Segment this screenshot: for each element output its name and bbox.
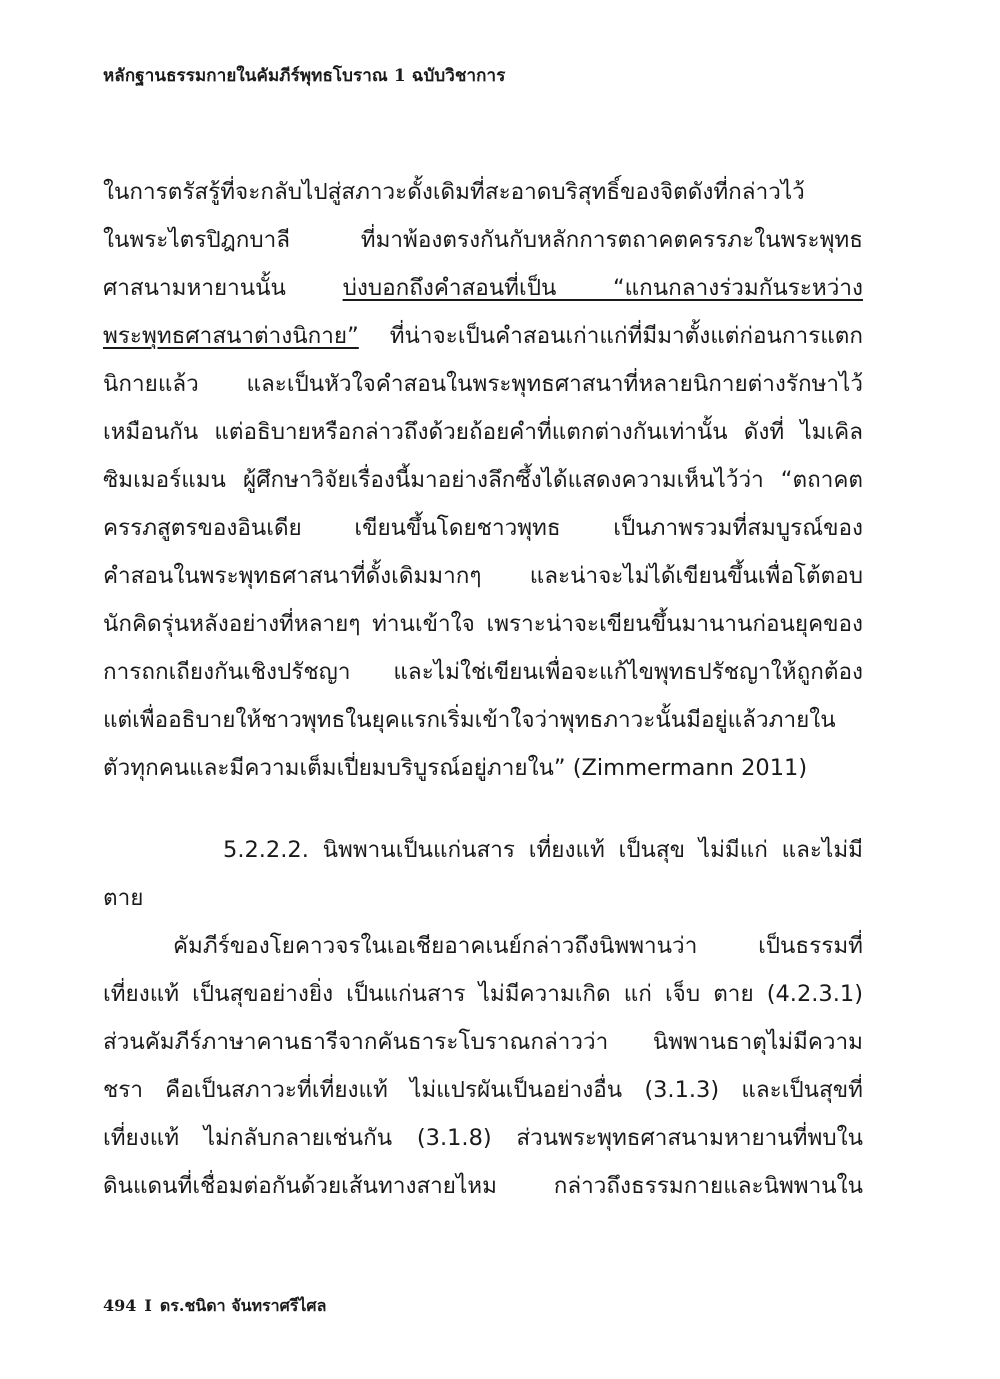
text-line: นิกายแล้ว และเป็นหัวใจคำสอนในพระพุทธศาสนาที่หลายนิกายต่างรักษาไว้ [103, 371, 863, 397]
text-span: ที่น่าจะเป็นคำสอนเก่าแก่ที่มีมาตั้งแต่ก่อนการแตก [389, 323, 863, 349]
page-footer [103, 1294, 326, 1319]
section-heading-line: 5.2.2.2. นิพพานเป็นแก่นสาร เที่ยงแท้ เป็นสุข ไม่มีแก่ และไม่มี [223, 837, 863, 863]
paragraph-2 [103, 922, 863, 1210]
text-line: คำสอนในพระพุทธศาสนาที่ดั้งเดิมมากๆ และน่าจะไม่ได้เขียนขึ้นเพื่อโต้ตอบ [103, 563, 863, 589]
underlined-text: บ่งบอกถึงคำสอนที่เป็น “แกนกลางร่วมกันระหว่าง [342, 275, 864, 301]
text-line: เที่ยงแท้ ไม่กลับกลายเช่นกัน (3.1.8) ส่วนพระพุทธศาสนามหายานที่พบใน [103, 1125, 863, 1151]
underlined-text: พระพุทธศาสนาต่างนิกาย” [103, 323, 359, 349]
text-span: ศาสนามหายานนั้น [103, 275, 286, 301]
section-heading [103, 826, 863, 922]
text-line: คัมภีร์ของโยคาวจรในเอเชียอาคเนย์กล่าวถึงนิพพานว่า เป็นธรรมที่ [173, 933, 863, 959]
text-line [103, 264, 863, 312]
text-line: เหมือนกัน แต่อธิบายหรือกล่าวถึงด้วยถ้อยคำที่แตกต่างกันเท่านั้น ดังที่ ไมเคิล [103, 419, 863, 445]
page-number: 494 [103, 1296, 137, 1315]
section-heading-line: ตาย [103, 885, 144, 911]
text-line [103, 312, 863, 360]
text-line: นักคิดรุ่นหลังอย่างที่หลายๆ ท่านเข้าใจ เพราะน่าจะเขียนขึ้นมานานก่อนยุคของ [103, 611, 863, 637]
text-line: ครรภสูตรของอินเดีย เขียนขึ้นโดยชาวพุทธ เป็นภาพรวมที่สมบูรณ์ของ [103, 515, 863, 541]
text-line: เที่ยงแท้ เป็นสุขอย่างยิ่ง เป็นแก่นสาร ไม่มีความเกิด แก่ เจ็บ ตาย (4.2.3.1) [103, 981, 863, 1007]
text-line: ซิมเมอร์แมน ผู้ศึกษาวิจัยเรื่องนี้มาอย่างลึกซึ้งได้แสดงความเห็นไว้ว่า “ตถาคต [103, 467, 863, 493]
text-line: แต่เพื่ออธิบายให้ชาวพุทธในยุคแรกเริ่มเข้าใจว่าพุทธภาวะนั้นมีอยู่แล้วภายใน [103, 707, 836, 733]
text-line: ดินแดนที่เชื่อมต่อกันด้วยเส้นทางสายไหม กล่าวถึงธรรมกายและนิพพานใน [103, 1173, 863, 1199]
text-line: ส่วนคัมภีร์ภาษาคานธารีจากคันธาระโบราณกล่าวว่า นิพพานธาตุไม่มีความ [103, 1029, 863, 1055]
running-header: หลักฐานธรรมกายในคัมภีร์พุทธโบราณ 1 ฉบับวิชาการ [103, 66, 506, 86]
text-line: ในการตรัสรู้ที่จะกลับไปสู่สภาวะดั้งเดิมที่สะอาดบริสุทธิ์ของจิตดังที่กล่าวไว้ [103, 179, 805, 205]
footer-author: ดร.ชนิดา จันทราศรีไศล [159, 1296, 327, 1315]
paragraph-1 [103, 168, 863, 792]
text-line: ในพระไตรปิฎกบาลี ที่มาพ้องตรงกันกับหลักการตถาคตครรภะในพระพุทธ [103, 227, 863, 253]
text-line: ชรา คือเป็นสภาวะที่เที่ยงแท้ ไม่แปรผันเป็นอย่างอื่น (3.1.3) และเป็นสุขที่ [103, 1077, 863, 1103]
text-line: ตัวทุกคนและมีความเต็มเปี่ยมบริบูรณ์อยู่ภายใน” (Zimmermann 2011) [103, 755, 808, 781]
text-line: การถกเถียงกันเชิงปรัชญา และไม่ใช่เขียนเพื่อจะแก้ไขพุทธปรัชญาให้ถูกต้อง [103, 659, 863, 685]
footer-separator: I [144, 1296, 152, 1315]
